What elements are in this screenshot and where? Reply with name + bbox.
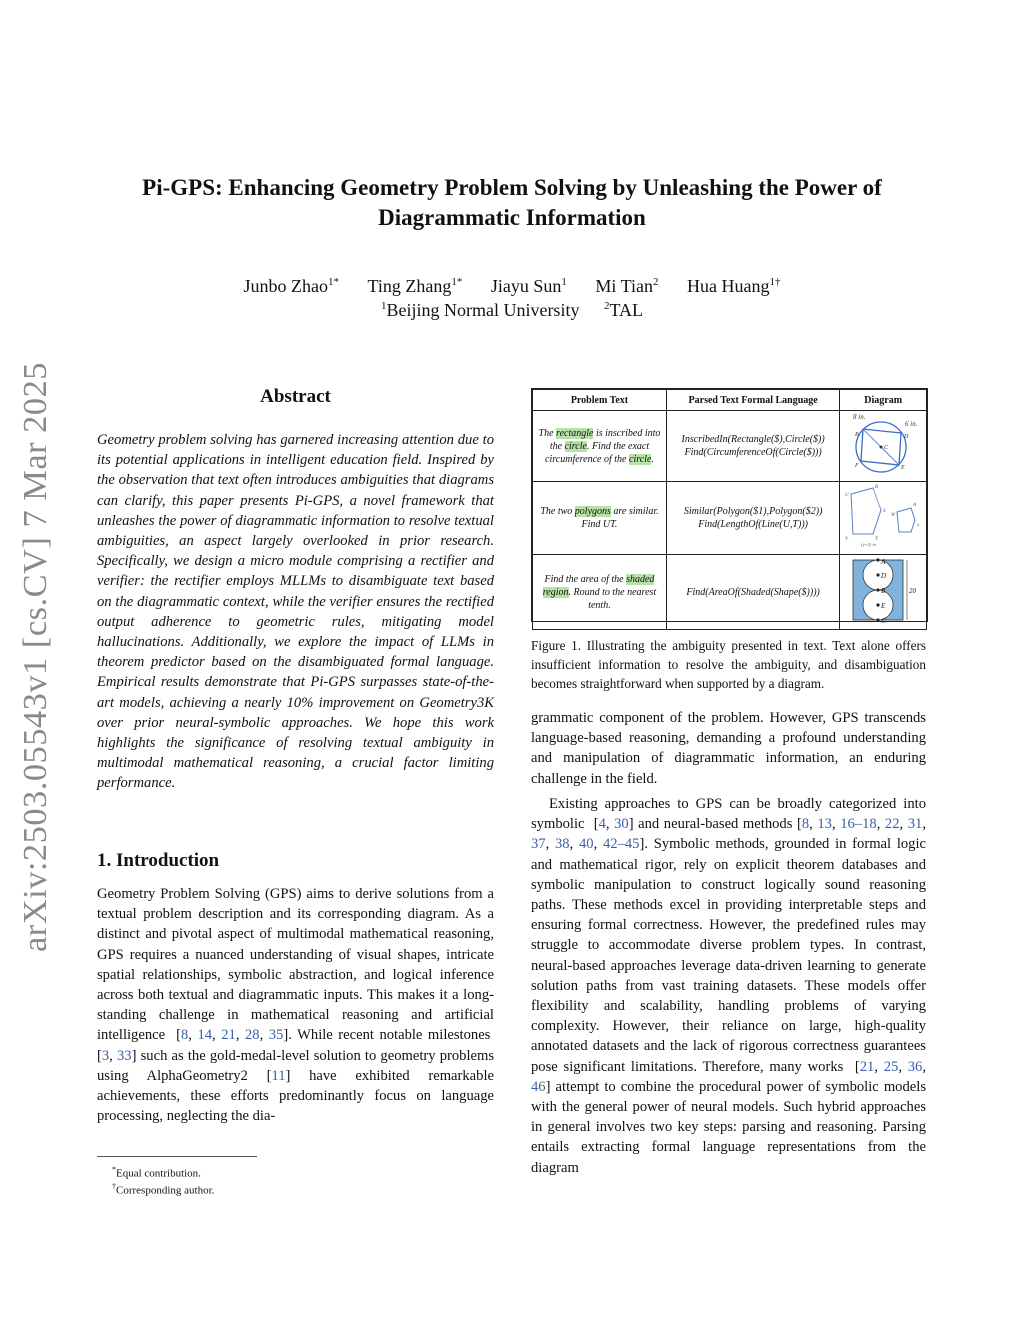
author: Mi Tian$^2$ bbox=[595, 276, 659, 296]
svg-text:E: E bbox=[881, 602, 886, 610]
svg-text:(y+2) in: (y+2) in bbox=[861, 542, 877, 547]
col-header-diagram: Diagram bbox=[840, 390, 927, 411]
svg-text:U: U bbox=[845, 493, 849, 498]
citation-link[interactable]: 40 bbox=[578, 836, 594, 853]
section-heading: 1. Introduction bbox=[97, 850, 220, 871]
diagram-cell bbox=[840, 411, 927, 482]
citation-link[interactable]: 33 bbox=[117, 1047, 132, 1064]
figure-caption: Figure 1. Illustrating the ambiguity presented in text. Text alone offers insufficient information to resolve the ambiguity, and disambiguation becomes straightforward when supported by a diagram. bbox=[531, 638, 926, 691]
citation-link[interactable]: 38 bbox=[554, 836, 570, 853]
author: Hua Huang$^{1\dagger}$ bbox=[686, 276, 781, 296]
body-paragraph: grammatic component of the problem. However, GPS transcends language-based reasoning, demanding a profound understanding and manipulation of diagrammatic information, an enduring challenge in the field. bbox=[531, 710, 926, 787]
citation-link[interactable]: 46 bbox=[531, 1078, 546, 1095]
citation-link[interactable]: 3 bbox=[101, 1047, 110, 1064]
figure-1-table bbox=[531, 388, 928, 625]
citation-link[interactable]: 11 bbox=[271, 1067, 286, 1084]
svg-text:E: E bbox=[901, 465, 905, 471]
citation-link[interactable]: 21 bbox=[221, 1027, 236, 1044]
abstract-text: Geometry problem solving has garnered increasing attention due to its potential applications in intelligent education field. Inspired by the observation that text often introduces ambiguities that diagrams can clarify, this paper presents Pi-GPS, a novel framework that unleashes the power of diagrammatic information to resolve textual ambiguities, an aspect largely overlooked in prior research. Specifically, we design a micro module comprising a rectifier and verifier: the rectifier employs MLLMs to disambiguate text based on the diagrammatic context, while the verifier ensures the rectified output adherence to geometric rules, mitigating model hallucinations. Additionally, we explore the impact of LLMs in theorem predictor based on the disambiguated formal language. Empirical results demonstrate that Pi-GPS surpasses state-of-the-art models, achieving a nearly 10% improvement on Geometry3K over prior neural-symbolic approaches. We hope this work highlights the significance of resolving textual ambiguity in multimodal mathematical reasoning, a crucial factor limiting performance. bbox=[97, 432, 494, 792]
svg-text:D: D bbox=[904, 434, 909, 440]
inscribed-rectangle-diagram bbox=[841, 411, 925, 477]
svg-text:A: A bbox=[881, 558, 886, 566]
footnote: †Corresponding author. bbox=[112, 1182, 215, 1197]
citation-link[interactable]: 8 bbox=[180, 1027, 189, 1044]
citation-link[interactable]: 36 bbox=[907, 1058, 923, 1075]
svg-text:6 in.: 6 in. bbox=[905, 420, 918, 428]
citation-link[interactable]: 25 bbox=[883, 1058, 899, 1075]
citation-link[interactable]: 35 bbox=[268, 1027, 284, 1044]
title-line-1: Pi-GPS: Enhancing Geometry Problem Solving by Unleashing the Power of bbox=[142, 175, 882, 200]
shaded-region-diagram bbox=[841, 555, 925, 625]
body-paragraph: Existing approaches to GPS can be broadly categorized into symbolic [4, 30] and neural-based methods [8, 13, 16–18, 22, 31, 37, 38, 40, 42–45]. Symbolic methods, grounded in formal logic and mathematical rigor, rely on explicit theorem databases and symbolic manipulation to construct logically sound reasoning paths. These methods excel in providing interpretable steps and ensuring formal correctness. However, the predefined rules may struggle to accommodate diverse problem types. In contrast, neural-based approaches leverage data-driven learning to generate solution paths from vast training datasets. These models offer flexibility and scalability, handling problems of varying complexity. However, their reliance on large, high-quality annotated datasets and the lack of rigorous correctness guarantees pose significant limitations. Therefore, many works [21, 25, 36, 46] attempt to combine the procedural power of symbolic models with the general power of neural models. Such hybrid approaches in general involves two key steps: parsing and reasoning. Parsing entails extracting formal language representations from the diagram bbox=[531, 796, 927, 1176]
svg-text:W: W bbox=[891, 513, 896, 518]
formal-language-cell: Similar(Polygon($1),Polygon($2)) Find(LengthOf(Line(U,T))) bbox=[666, 482, 839, 555]
problem-text-cell: The two polygons are similar. Find UT. bbox=[533, 482, 667, 555]
svg-text:R: R bbox=[875, 485, 879, 490]
citation-link[interactable]: 14 bbox=[197, 1027, 213, 1044]
similar-polygons-diagram bbox=[841, 482, 925, 550]
abstract-heading: Abstract bbox=[260, 386, 331, 407]
svg-text:x: x bbox=[917, 523, 920, 528]
citation-link[interactable]: 37 bbox=[531, 836, 546, 853]
citation-link[interactable]: 16–18 bbox=[840, 816, 877, 833]
svg-text:S: S bbox=[883, 509, 886, 514]
footnote-rule bbox=[97, 1156, 257, 1157]
citation-link[interactable]: 31 bbox=[907, 816, 923, 833]
citation-link[interactable]: 42–45 bbox=[602, 836, 640, 853]
svg-text:F: F bbox=[855, 463, 859, 469]
svg-text:B: B bbox=[881, 587, 886, 595]
citation-link[interactable]: 8 bbox=[801, 816, 810, 833]
problem-text-cell: The rectangle is inscribed into the circle. Find the exact circumference of the circle. bbox=[533, 411, 667, 482]
svg-text:A: A bbox=[913, 503, 917, 508]
svg-text:8 in.: 8 in. bbox=[853, 413, 866, 421]
citation-link[interactable]: 4 bbox=[598, 816, 606, 833]
svg-text:20: 20 bbox=[909, 587, 917, 595]
affiliation: $^1$Beijing Normal University bbox=[380, 300, 580, 320]
diagram-cell bbox=[840, 555, 927, 630]
col-header-problem-text: Problem Text bbox=[533, 390, 667, 411]
col-header-formal-language: Parsed Text Formal Language bbox=[666, 390, 839, 411]
author: Ting Zhang$^{1*}$ bbox=[367, 276, 463, 296]
diagram-cell bbox=[840, 482, 927, 555]
author: Jiayu Sun$^1$ bbox=[490, 276, 567, 296]
problem-text-cell: Find the area of the shaded region. Round to the nearest tenth. bbox=[533, 555, 667, 630]
intro-paragraph: Geometry Problem Solving (GPS) aims to derive solutions from a textual problem description and its corresponding diagram. As a distinct and pivotal aspect of multimodal mathematical reasoning, GPS requires a nuanced understanding of visual shapes, intricate spatial relationships, symbolic abstraction, and logical inference across both textual and diagrammatic inputs. This makes it a long-standing challenge in mathematical reasoning and artificial intelligence [8, 14, 21, 28, 35]. While recent notable milestones [3, 33] such as the gold-medal-level solution to geometry problems using AlphaGeometry2 [11] have exhibited remarkable achievements, these efforts predominantly focus on language processing, neglecting the dia- bbox=[97, 886, 495, 1125]
affiliations bbox=[80, 294, 944, 322]
svg-text:V: V bbox=[845, 537, 849, 542]
affiliation: $^2$TAL bbox=[603, 300, 644, 320]
citation-link[interactable]: 22 bbox=[884, 816, 900, 833]
citation-link[interactable]: 13 bbox=[817, 816, 832, 833]
arxiv-stamp bbox=[8, 356, 56, 956]
citation-link[interactable]: 30 bbox=[614, 816, 629, 833]
formal-language-cell: InscribedIn(Rectangle($),Circle($)) Find(CircumferenceOf(Circle($))) bbox=[666, 411, 839, 482]
formal-language-cell: Find(AreaOf(Shaded(Shape($)))) bbox=[666, 555, 839, 630]
svg-text:C: C bbox=[881, 617, 886, 625]
svg-text:C: C bbox=[884, 445, 889, 451]
svg-text:T: T bbox=[875, 537, 878, 542]
svg-text:D: D bbox=[881, 572, 887, 580]
svg-text:B: B bbox=[855, 432, 859, 438]
citation-link[interactable]: 28 bbox=[244, 1027, 260, 1044]
footnote: *Equal contribution. bbox=[112, 1165, 201, 1180]
arxiv-id: arXiv:2503.05543v1 [cs.CV] 7 Mar 2025 bbox=[17, 368, 54, 952]
title-line-2: Diagrammatic Information bbox=[378, 205, 646, 230]
author: Junbo Zhao$^{1*}$ bbox=[243, 276, 340, 296]
citation-link[interactable]: 21 bbox=[859, 1058, 875, 1075]
paper-title bbox=[80, 173, 944, 233]
